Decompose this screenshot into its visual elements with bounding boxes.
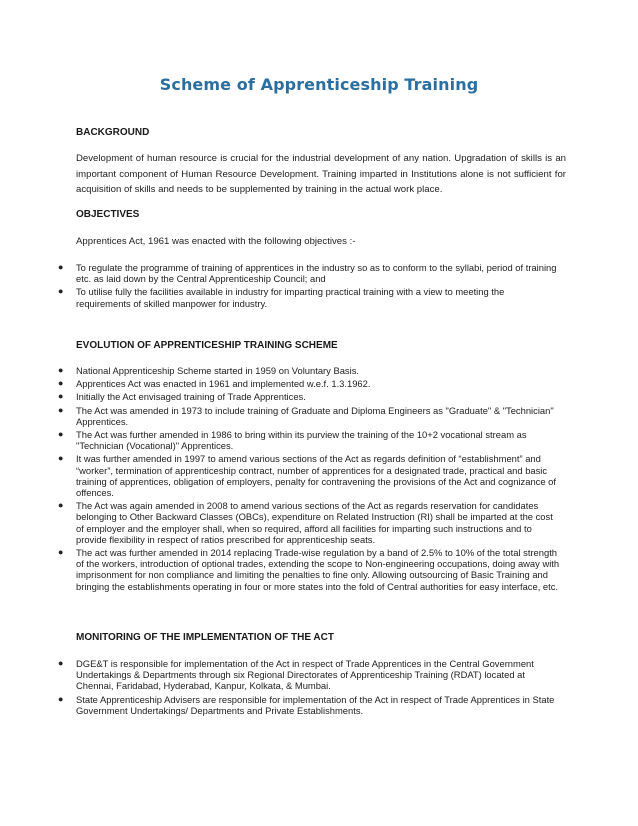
list-item-text: National Apprenticeship Scheme started in 1959 on Voluntary Basis.	[76, 365, 359, 376]
list-item	[56, 500, 561, 545]
list-item-text: Initially the Act envisaged training of Trade Apprentices.	[76, 391, 306, 403]
bullet-icon: ●	[58, 286, 64, 297]
list-item-text: The Act was amended in 1973 to include training of Graduate and Diploma Engineers as "Graduate" & "Technician" Apprentices.	[76, 404, 554, 427]
monitoring-heading: MONITORING OF THE IMPLEMENTATION OF THE ACT	[76, 632, 334, 643]
list-item-text: The act was further amended in 2014 replacing Trade-wise regulation by a band of 2.5% to 10% of the total strength of the workers, introduction of optional trades, extending the scope to Non-engineering occupations, doing away with imprisonment for non compliance and limiting the penalties to fine only. Allowing outsourcing of Basic Training and bringing the establishments operating in four or more states into the fold of Central authorities for easy interface, etc.	[76, 547, 560, 592]
list-item-text: To regulate the programme of training of apprentices in the industry so as to conform to the syllabi, period of training etc. as laid down by the Central Apprenticeship Council; and	[76, 262, 557, 285]
bullet-icon: ●	[58, 429, 64, 440]
list-item-text: The Act was again amended in 2008 to amend various sections of the Act as regards reservation for candidates belonging to Other Backward Classes (OBCs), expenditure on Related Instruction (RI) shall be imparted at the cost of employer and the employer shall, when so required, afford all facilities for imparting such instructions and to provide flexibility in respect of ratios prescribed for apprenticeship seats.	[76, 500, 553, 545]
bullet-icon: ●	[58, 262, 64, 272]
objectives-list	[56, 262, 561, 311]
list-item	[56, 547, 561, 592]
bullet-icon: ●	[58, 453, 64, 464]
bullet-icon: ●	[58, 365, 64, 375]
background-paragraph: Development of human resource is crucial for the industrial development of any nation. Upgradation of skills is an important component of Human Resource Development. Training imparted in Institutions alone is not sufficient for acquisition of skills and needs to be supplemented by training in the actual work place.	[76, 153, 566, 195]
list-item-text: State Apprenticeship Advisers are responsible for implementation of the Act in respect of Trade Apprentices in State Government Undertakings/ Departments and Private Establishments.	[76, 693, 555, 716]
list-item-text: To utilise fully the facilities available in industry for imparting practical training with a view to meeting the requirements of skilled manpower for industry.	[76, 286, 505, 309]
bullet-icon: ●	[58, 658, 64, 668]
bullet-icon: ●	[58, 404, 64, 415]
bullet-icon: ●	[58, 391, 64, 402]
bullet-icon: ●	[58, 378, 64, 389]
monitoring-list	[56, 658, 561, 718]
objectives-heading: OBJECTIVES	[76, 209, 140, 220]
list-item	[56, 694, 561, 716]
document-title: Scheme of Apprenticeship Training	[159, 75, 479, 94]
list-item-text: DGE&T is responsible for implementation of the Act in respect of Trade Apprentices in the Central Government Undertakings & Departments through six Regional Directorates of Apprenticeship Training (RDAT) located at Chennai, Faridabad, Hyderabad, Kanpur, Kolkata, & Mumbai.	[76, 658, 534, 692]
list-item-text: The Act was further amended in 1986 to bring within its purview the training of the 10+2 vocational stream as "Technician (Vocational)" Apprentices.	[76, 429, 527, 452]
bullet-icon: ●	[58, 547, 64, 558]
list-item	[56, 405, 561, 427]
bullet-icon: ●	[58, 693, 64, 704]
list-item	[56, 286, 561, 308]
list-item	[56, 429, 561, 451]
list-item	[56, 453, 561, 498]
evolution-list	[56, 365, 561, 594]
list-item-text: It was further amended in 1997 to amend various sections of the Act as regards definition of “establishment” and “worker”, termination of apprenticeship contract, number of apprentices for a designated trade, practical and basic training of apprentices, obligation of employers, penalty for contravening the provisions of the Act and cognizance of offences.	[76, 453, 556, 499]
list-item	[56, 378, 561, 389]
list-item	[56, 391, 561, 402]
list-item	[56, 658, 561, 692]
evolution-heading: EVOLUTION OF APPRENTICESHIP TRAINING SCHEME	[76, 340, 338, 351]
bullet-icon: ●	[58, 500, 64, 511]
objectives-intro: Apprentices Act, 1961 was enacted with the following objectives :-	[76, 236, 356, 247]
list-item	[56, 262, 561, 284]
list-item	[56, 365, 561, 376]
list-item-text: Apprentices Act was enacted in 1961 and implemented w.e.f. 1.3.1962.	[76, 378, 371, 390]
background-heading: BACKGROUND	[76, 127, 150, 138]
